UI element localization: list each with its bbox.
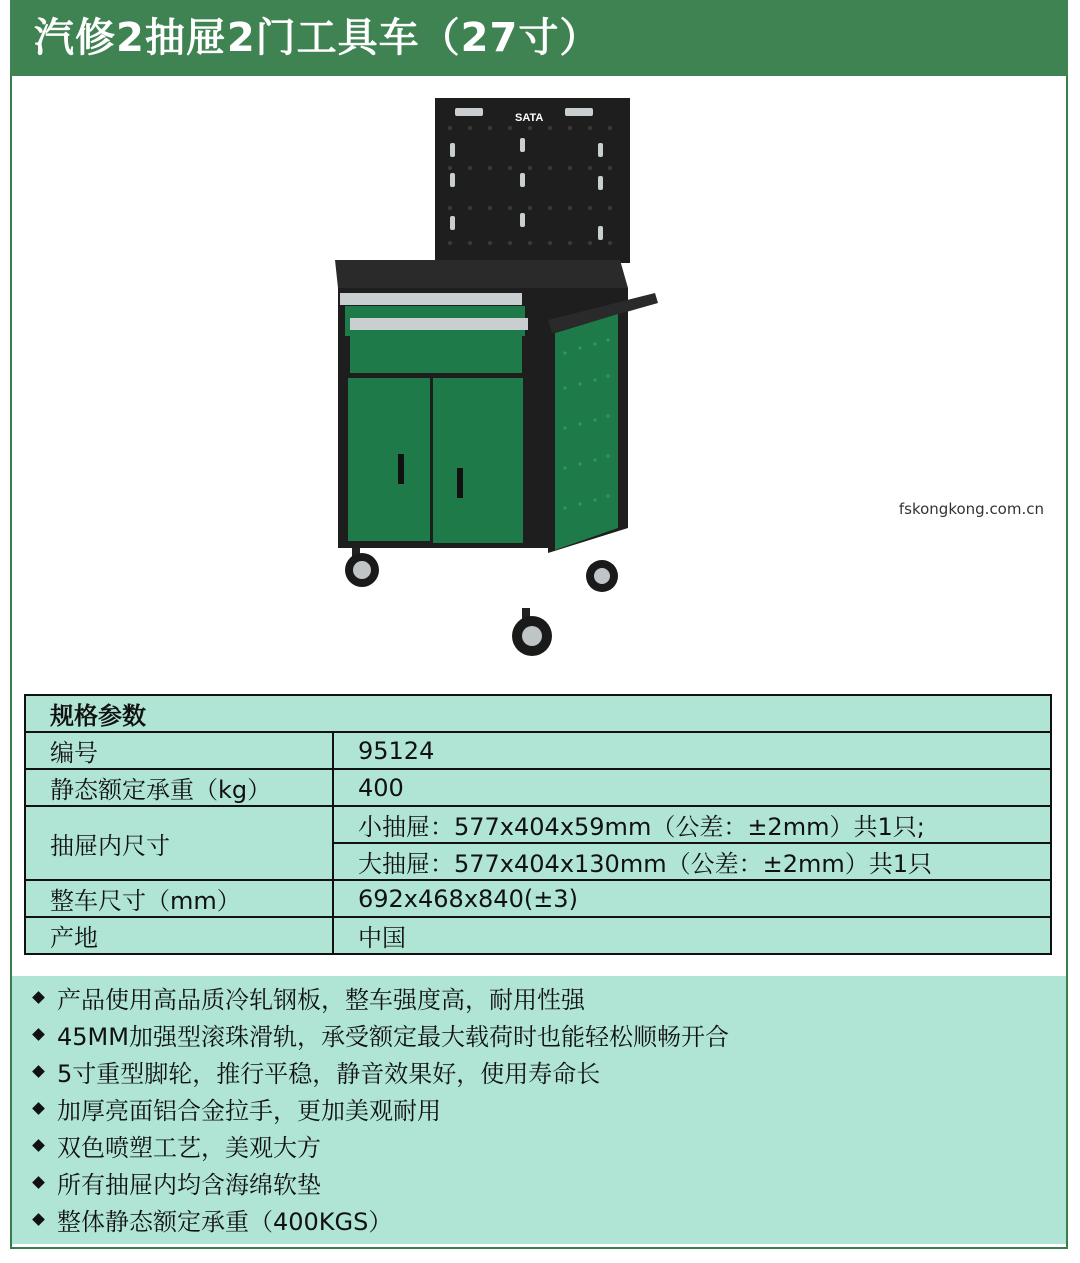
spec-value: 692x468x840(±3) [333,880,1051,917]
brand-logo: SATA [515,112,544,124]
spec-value: 中国 [333,917,1051,954]
watermark: fskongkong.com.cn [898,500,1044,518]
spec-label: 产地 [25,917,333,954]
table-row [25,880,1051,917]
spec-label: 整车尺寸（mm） [25,880,333,917]
bullet-diamond-icon [32,1065,45,1078]
list-item: 加厚亮面铝合金拉手，更加美观耐用 [12,1090,1066,1127]
list-item: 45MM加强型滚珠滑轨，承受额定最大载荷时也能轻松顺畅开合 [12,1016,1066,1053]
list-item: 整体静态额定承重（400KGS） [12,1201,1066,1238]
spec-value: 400 [333,769,1051,806]
feature-list [12,976,1066,1244]
spec-value: 大抽屉：577x404x130mm（公差：±2mm）共1只 [333,843,1051,880]
bullet-diamond-icon [32,1139,45,1152]
table-row [25,732,1051,769]
table-row [25,917,1051,954]
bullet-diamond-icon [32,1028,45,1041]
bullet-diamond-icon [32,1102,45,1115]
spec-value: 小抽屉：577x404x59mm（公差：±2mm）共1只; [333,806,1051,843]
spec-value: 95124 [333,732,1051,769]
page-title: 汽修2抽屉2门工具车（27寸） [10,0,1068,76]
list-item: 5寸重型脚轮，推行平稳，静音效果好，使用寿命长 [12,1053,1066,1090]
spec-table [24,694,1052,955]
tool-cart-image [300,88,680,668]
list-item: 产品使用高品质冷轧钢板，整车强度高，耐用性强 [12,979,1066,1016]
list-item: 所有抽屉内均含海绵软垫 [12,1164,1066,1201]
bullet-diamond-icon [32,1176,45,1189]
table-row [25,695,1051,732]
list-item: 双色喷塑工艺，美观大方 [12,1127,1066,1164]
bullet-diamond-icon [32,1213,45,1226]
table-row [25,806,1051,843]
spec-label: 抽屉内尺寸 [25,806,333,880]
spec-label: 编号 [25,732,333,769]
table-row [25,769,1051,806]
spec-label: 静态额定承重（kg） [25,769,333,806]
spec-header: 规格参数 [25,695,1051,732]
bullet-diamond-icon [32,991,45,1004]
